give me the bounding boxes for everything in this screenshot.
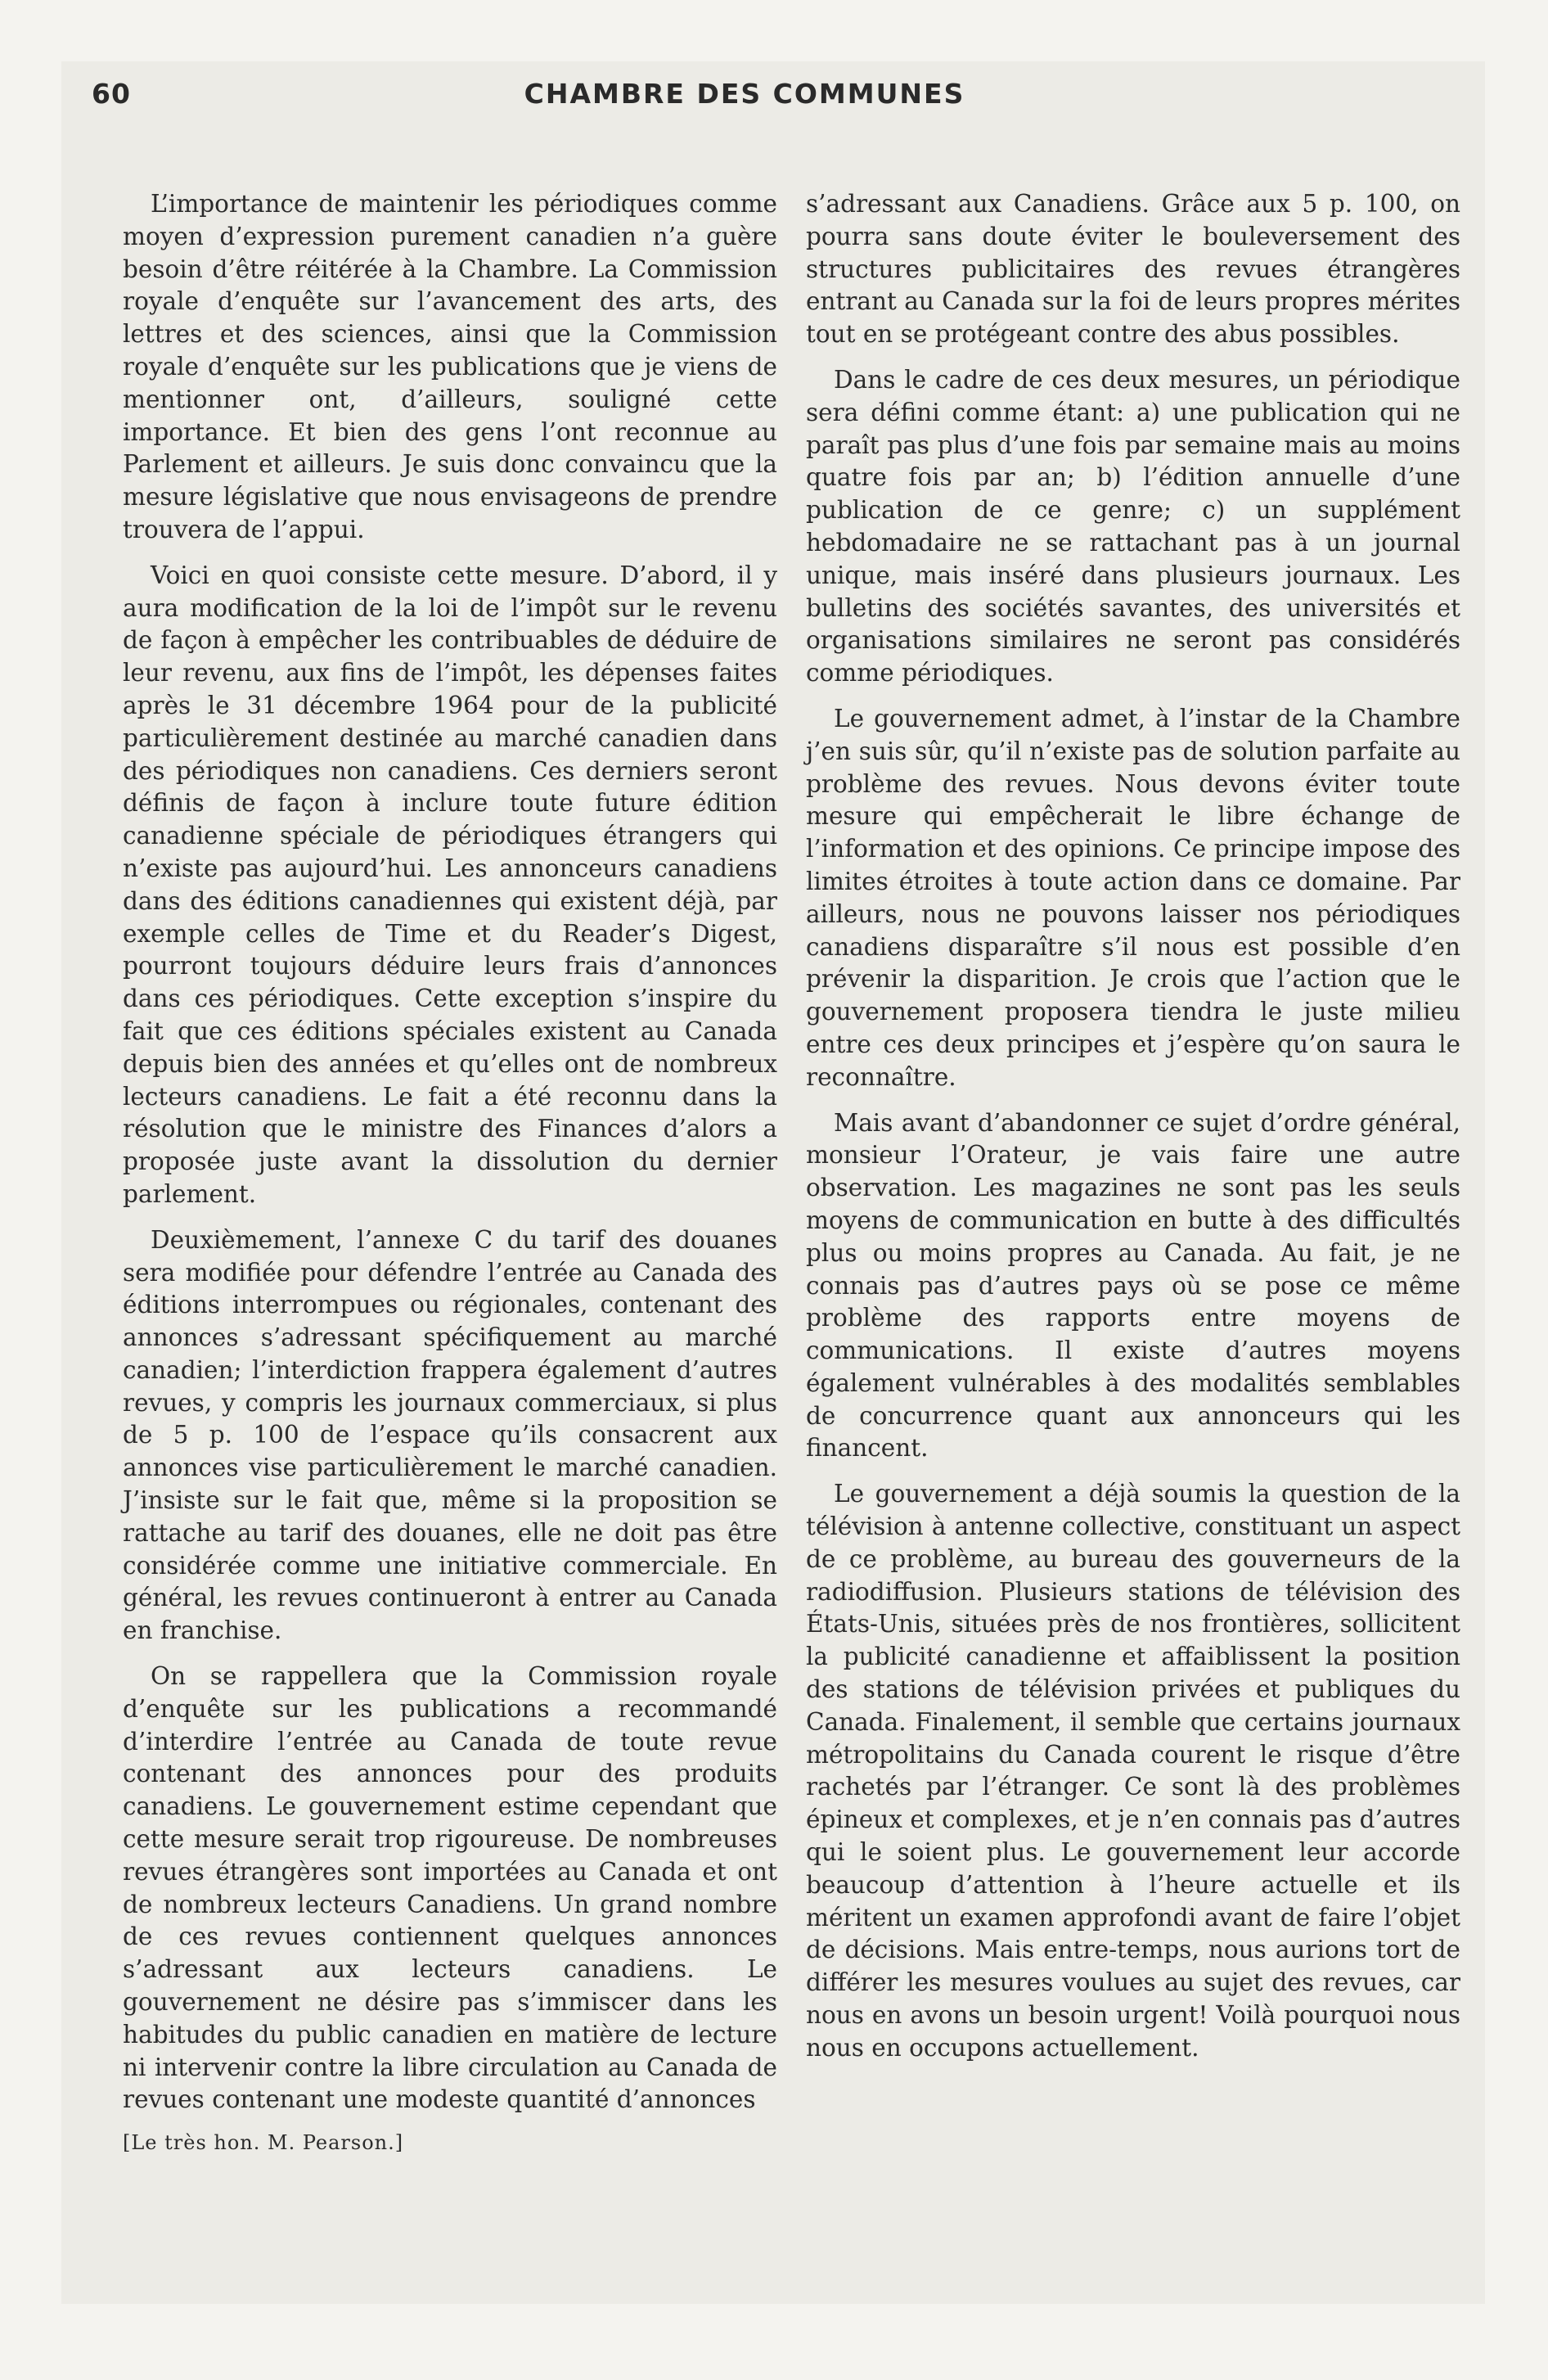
paragraph: Voici en quoi consiste cette mesure. D’abord, il y aura modification de la loi de l’impôt sur le revenu de façon à empêcher les contribuables de déduire de leur revenu, aux fins de l’impôt, les dépenses faites après le 31 décembre 1964 pour de la publicité particulièrement destinée au marché canadien dans des périodiques non canadiens. Ces derniers seront définis de façon à inclure toute future édition canadienne spéciale de périodiques étrangers qui n’existe pas aujourd’hui. Les annonceurs canadiens dans des éditions canadiennes qui existent déjà, par exemple celles de Time et du Reader’s Digest, pourront toujours déduire leurs frais d’annonces dans ces périodiques. Cette exception s’inspire du fait que ces éditions spéciales existent au Canada depuis bien des années et qu’elles ont de nombreux lecteurs canadiens. Le fait a été reconnu dans la résolution que le ministre des Finances d’alors a proposée juste avant la dissolution du dernier parlement.: [123, 561, 777, 1208]
speaker-attribution: [Le très hon. M. Pearson.]: [123, 2131, 404, 2155]
paragraph: s’adressant aux Canadiens. Grâce aux 5 p. 100, on pourra sans doute éviter le bouleversement des structures publicitaires des revues étrangères entrant au Canada sur la foi de leurs propres mérites tout en se protégeant contre des abus possibles.: [806, 190, 1460, 349]
page-number: 60: [92, 78, 131, 110]
paragraph: L’importance de maintenir les périodiques comme moyen d’expression purement canadien n’a guère besoin d’être réitérée à la Chambre. La Commission royale d’enquête sur l’avancement des arts, des lettres et des sciences, ainsi que la Commission royale d’enquête sur les publications que je viens de mentionner ont, d’ailleurs, souligné cette importance. Et bien des gens l’ont reconnue au Parlement et ailleurs. Je suis donc convaincu que la mesure législative que nous envisageons de prendre trouvera de l’appui.: [123, 190, 777, 543]
left-column: [123, 188, 777, 2156]
page-header: [65, 78, 1424, 127]
paragraph: Le gouvernement admet, à l’instar de la Chambre j’en suis sûr, qu’il n’existe pas de solution parfaite au problème des revues. Nous devons éviter toute mesure qui empêcherait le libre échange de l’information et des opinions. Ce principe impose des limites étroites à toute action dans ce domaine. Par ailleurs, nous ne pouvons laisser nos périodiques canadiens disparaître s’il nous est possible d’en prévenir la disparition. Je crois que l’action que le gouvernement proposera tiendra le juste milieu entre ces deux principes et j’espère qu’on saura le reconnaître.: [806, 704, 1460, 1091]
paragraph: Dans le cadre de ces deux mesures, un périodique sera défini comme étant: a) une publication qui ne paraît pas plus d’une fois par semaine mais au moins quatre fois par an; b) l’édition annuelle d’une publication de ce genre; c) un supplément hebdomadaire ne se rattachant pas à un journal unique, mais inséré dans plusieurs journaux. Les bulletins des sociétés savantes, des universités et organisations similaires ne seront pas considérés comme périodiques.: [806, 365, 1460, 687]
paragraph: On se rappellera que la Commission royale d’enquête sur les publications a recommandé d’interdire l’entrée au Canada de toute revue contenant des annonces pour des produits canadiens. Le gouvernement estime cependant que cette mesure serait trop rigoureuse. De nombreuses revues étrangères sont importées au Canada et ont de nombreux lecteurs Canadiens. Un grand nombre de ces revues contiennent quelques annonces s’adressant aux lecteurs canadiens. Le gouvernement ne désire pas s’immiscer dans les habitudes du public canadien en matière de lecture ni intervenir contre la libre circulation au Canada de revues contenant une modeste quantité d’annonces: [123, 1662, 777, 2114]
running-title: CHAMBRE DES COMMUNES: [524, 78, 965, 110]
paragraph: Mais avant d’abandonner ce sujet d’ordre général, monsieur l’Orateur, je vais faire une autre observation. Les magazines ne sont pas les seuls moyens de communication en butte à des difficultés plus ou moins propres au Canada. Au fait, je ne connais pas d’autres pays où se pose ce même problème des rapports entre moyens de communications. Il existe d’autres moyens également vulnérables à des modalités semblables de concurrence quant aux annonceurs qui les financent.: [806, 1108, 1460, 1463]
right-column: [806, 188, 1460, 2078]
paragraph: Deuxièmement, l’annexe C du tarif des douanes sera modifiée pour défendre l’entrée au Canada des éditions interrompues ou régionales, contenant des annonces s’adressant spécifiquement au marché canadien; l’interdiction frappera également d’autres revues, y compris les journaux commerciaux, si plus de 5 p. 100 de l’espace qu’ils consacrent aux annonces vise particulièrement le marché canadien. J’insiste sur le fait que, même si la proposition se rattache au tarif des douanes, elle ne doit pas être considérée comme une initiative commerciale. En général, les revues continueront à entrer au Canada en franchise.: [123, 1225, 777, 1645]
paragraph: Le gouvernement a déjà soumis la question de la télévision à antenne collective, constituant un aspect de ce problème, au bureau des gouverneurs de la radiodiffusion. Plusieurs stations de télévision des États-Unis, situées près de nos frontières, sollicitent la publicité canadienne et affaiblissent la position des stations de télévision privées et publiques du Canada. Finalement, il semble que certains journaux métropolitains du Canada courent le risque d’être rachetés par l’étranger. Ce sont là des problèmes épineux et complexes, et je n’en connais pas d’autres qui le soient plus. Le gouvernement leur accorde beaucoup d’attention à l’heure actuelle et ils méritent un examen approfondi avant de faire l’objet de décisions. Mais entre-temps, nous aurions tort de différer les mesures voulues au sujet des revues, car nous en avons un besoin urgent! Voilà pourquoi nous nous en occupons actuellement.: [806, 1480, 1460, 2062]
